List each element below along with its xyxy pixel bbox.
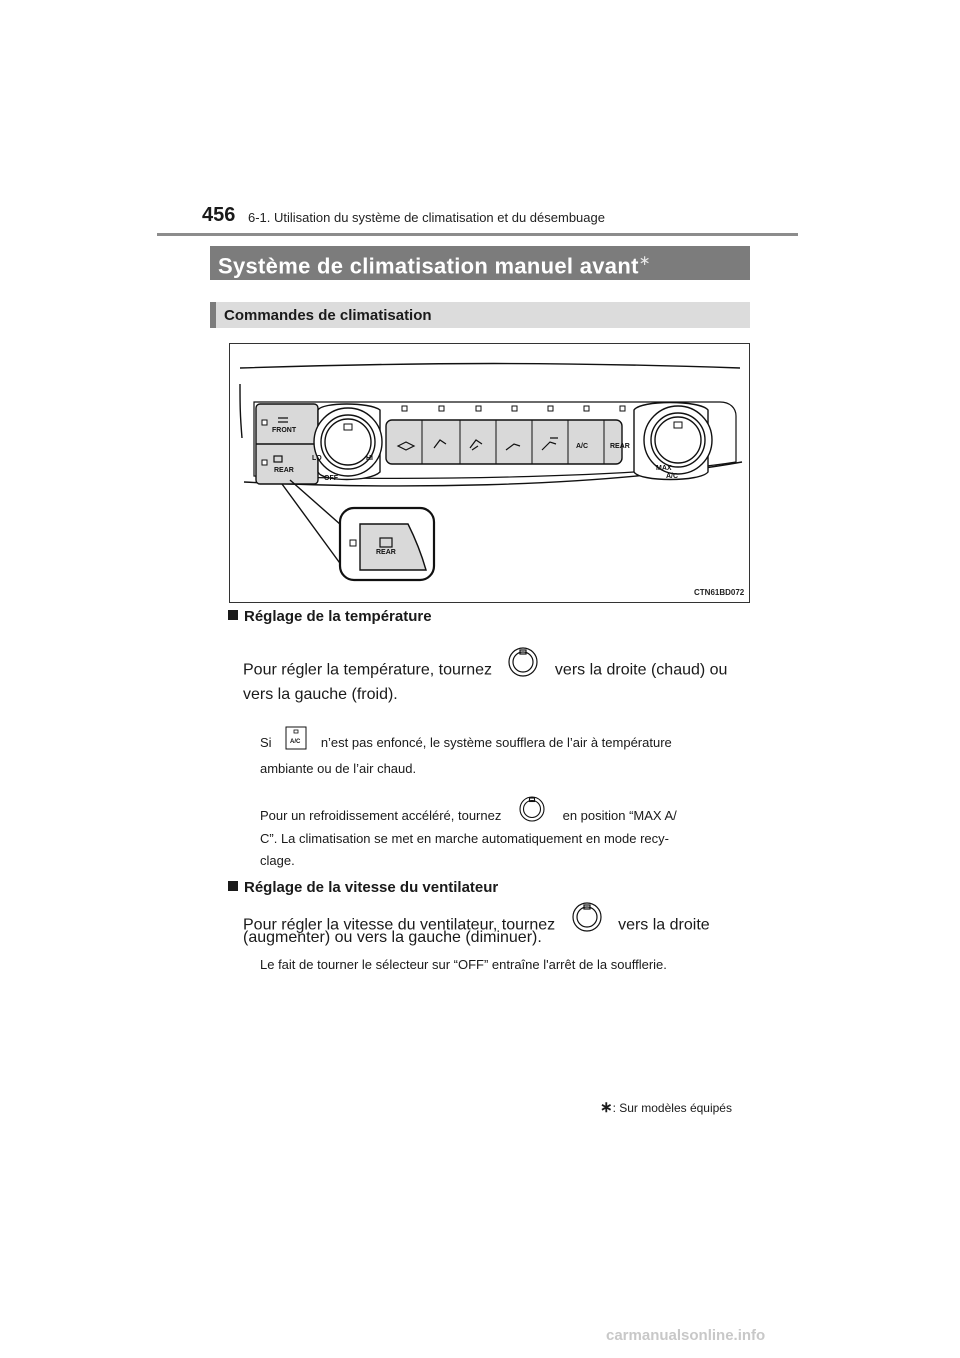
temperature-knob-icon (506, 645, 540, 684)
temperature-note1-line2: ambiante ou de l’air chaud. (260, 761, 417, 776)
bullet-square (228, 610, 238, 620)
page-number: 456 (202, 204, 236, 226)
fan-note: Le fait de tourner le sélecteur sur “OFF” entraîne l'arrêt de la soufflerie. (260, 957, 667, 972)
temperature-line1-start: Pour régler la température, tournez (243, 661, 493, 679)
max-ac-knob-icon (517, 794, 547, 827)
temperature-line2: vers la gauche (froid). (243, 686, 398, 703)
fan-knob-icon (570, 900, 604, 939)
bullet-square (228, 881, 238, 891)
ac-button-icon (285, 726, 307, 753)
temperature-heading-text: Réglage de la température (244, 608, 432, 625)
temperature-note1 (260, 730, 750, 757)
note1-end: n’est pas enfoncé, le système soufflera de l’air à température (320, 734, 672, 750)
off-label: OFF (324, 475, 338, 482)
temperature-knob-icon-svg (506, 645, 540, 679)
note2-end: en position “MAX A/ (562, 807, 677, 823)
rear-label: REAR (274, 467, 294, 474)
figure-code: CTN61BD072 (694, 588, 745, 597)
fan-knob-icon-svg (570, 900, 604, 934)
inset-rear-label: REAR (376, 549, 396, 556)
fan-line2: (augmenter) ou vers la gauche (diminuer). (243, 929, 542, 946)
hi-label: HI (366, 455, 373, 462)
section-title-marker: ∗ (638, 252, 651, 268)
chapter-title: 6-1. Utilisation du système de climatisation et du désembuage (248, 210, 605, 225)
svg-text:A/C: A/C (290, 739, 301, 745)
footnote-marker: ∗ (600, 1099, 613, 1116)
ac-button-icon-svg (285, 726, 307, 750)
rear-defogger-indicator (262, 460, 267, 465)
fan-line1-start: Pour régler la vitesse du ventilateur, tournez (243, 916, 556, 934)
control-panel-illustration (229, 343, 750, 603)
note2-start: Pour un refroidissement accéléré, tournez (260, 807, 502, 823)
temperature-note2-line2: C”. La climatisation se met en marche automatiquement en mode recy- (260, 831, 669, 846)
temperature-line1-end: vers la droite (chaud) ou (554, 661, 728, 679)
fan-heading (228, 879, 498, 896)
footnote (600, 1098, 732, 1116)
max-label: MAX (656, 465, 672, 472)
front-defroster-indicator (262, 420, 267, 425)
max-ac-knob-icon-svg (517, 794, 547, 824)
header-rule (157, 233, 798, 236)
section-title-text: Système de climatisation manuel avant (218, 253, 639, 279)
rear-button-label: REAR (610, 443, 630, 450)
temperature-note2-line3: clage. (260, 853, 295, 868)
front-label: FRONT (272, 427, 297, 434)
lo-label: LO (312, 455, 322, 462)
note1-start: Si (260, 734, 272, 750)
fan-line1-end: vers la droite (618, 916, 710, 934)
subsection-title: Commandes de climatisation (224, 307, 432, 324)
temperature-heading (228, 608, 432, 625)
temperature-line1 (243, 651, 753, 690)
watermark: carmanualsonline.info (606, 1327, 766, 1344)
control-panel-drawing (230, 344, 749, 602)
fan-heading-text: Réglage de la vitesse du ventilateur (244, 879, 499, 896)
max-ac-label: A/C (666, 473, 679, 480)
temperature-note2 (260, 800, 750, 833)
section-title (218, 252, 651, 279)
ac-button-label: A/C (576, 443, 589, 450)
footnote-text: : Sur modèles équipés (612, 1101, 732, 1115)
